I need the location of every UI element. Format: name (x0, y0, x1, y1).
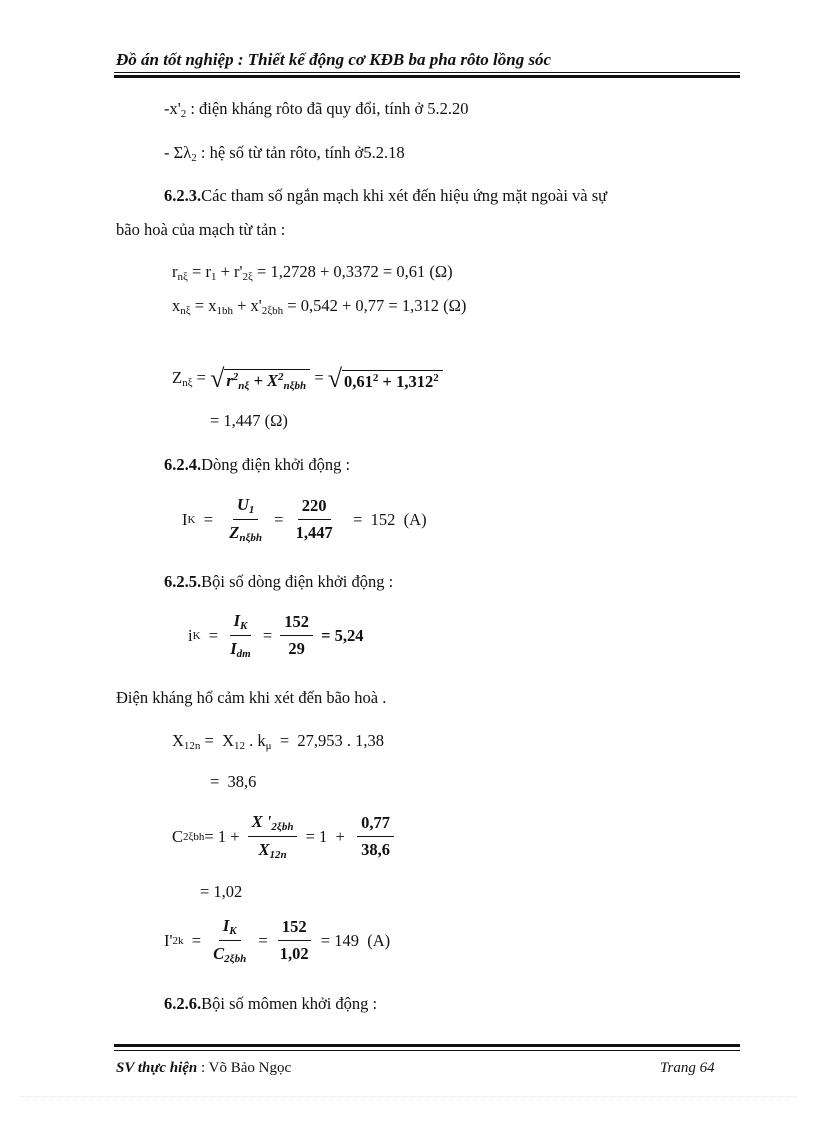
fraction-ik-over-c2bh: $\frac{I_K}{C_{2\xi bh}}$ (213, 916, 247, 965)
footer-rule-thin (114, 1050, 740, 1051)
equation-r-short-circuit: $r_{n\xi} = r_1 + r'_{2\xi} = 1,2728 + 0,3372 = 0,61$ (Ω) (172, 262, 453, 283)
fraction-220-over-1447: $\frac{220}{1,447}$ (295, 496, 333, 542)
equation-current-ratio: i K = $\frac{I_K}{I_{dm}}$ = $\frac{152}{29}$ = 5,24 (188, 611, 364, 660)
section-6-2-5: 6.2.5.Bội số dòng điện khởi động : (164, 572, 394, 591)
fraction-u-over-z: $\frac{U_1}{Z_{n\xi bh}}$ (229, 495, 263, 544)
fraction-ik-over-idm: $\frac{I_K}{I_{dm}}$ (230, 611, 251, 660)
line-x2: $-x'_2$ : điện kháng rôto đã quy đổi, tính ở 5.2.20 (164, 99, 469, 120)
equation-x12n: $X_{12n} = X_{12}$ . $k_\mu = 27,953$ . 1,38 (172, 731, 384, 752)
equation-c2bh-result: = 1,02 (200, 882, 243, 901)
section-6-2-6: 6.2.6.Bội số mômen khởi động : (164, 994, 378, 1013)
sqrt-expression-numeric: √ $0,61^2 + 1,312^2$ (328, 366, 443, 392)
equation-starting-current: I K = $\frac{U_1}{Z_{n\xi bh}}$ = $\frac{220}{1,447}$ = 152 (A) (182, 495, 427, 544)
fraction-152-over-29: $\frac{152}{29}$ (280, 612, 313, 659)
section-6-2-4: 6.2.4.Dòng điện khởi động : (164, 455, 351, 474)
fraction-152-over-102: $\frac{152}{1,02}$ (279, 917, 309, 963)
section-6-2-3: 6.2.3.Các tham số ngắn mạch khi xét đến hiệu ứng mặt ngoài và sự (164, 186, 608, 205)
section-6-2-3-cont: bão hoà của mạch từ tản : (116, 220, 286, 239)
page-bottom-dotted-line (20, 1096, 796, 1097)
equation-x-short-circuit: $x_{n\xi} = x_{1bh} + x'_{2\xi bh} = 0,542 + 0,77 = 1,312$ (Ω) (172, 296, 467, 317)
fraction-077-over-386: $\frac{0,77}{38,6}$ (357, 813, 394, 860)
footer-author: SV thực hiện : Võ Bảo Ngọc (116, 1060, 292, 1076)
header-rule-thin (114, 72, 740, 73)
header-rule-thick (114, 75, 740, 78)
equation-z-short-circuit: $Z_{n\xi}$ = √ $r^2_{n\xi} + X^2_{n\xi bh}$ = √ $0,61^2 + 1,312^2$ (172, 366, 443, 392)
equation-i2k: I' 2k = $\frac{I_K}{C_{2\xi bh}}$ = $\frac{152}{1,02}$ = 149 (A) (164, 916, 391, 965)
paragraph-mutual-reactance: Điện kháng hổ cảm khi xét đến bão hoà . (116, 688, 387, 707)
equation-z-result: = 1,447 (Ω) (210, 411, 288, 430)
footer-rule-thick (114, 1044, 740, 1047)
fraction-x2bh-over-x12n: $\frac{X '_{2\xi bh}}{X_{12n}}$ (248, 812, 298, 861)
footer-page-number: Trang 64 (660, 1060, 715, 1076)
line-lambda2: - $\Sigma\lambda_2$ : hệ số từ tản rôto, tính ở5.2.18 (164, 143, 405, 164)
sqrt-expression-symbolic: √ $r^2_{n\xi} + X^2_{n\xi bh}$ (210, 366, 310, 392)
equation-c2bh: C 2ξbh = 1 + $\frac{X '_{2\xi bh}}{X_{12n}}$ = 1 + $\frac{0,77}{38,6}$ (172, 812, 398, 861)
page-header-title: Đồ án tốt nghiệp : Thiết kế động cơ KĐB ba pha rôto lồng sóc (116, 50, 552, 69)
equation-x12n-result: = 38,6 (210, 772, 257, 791)
